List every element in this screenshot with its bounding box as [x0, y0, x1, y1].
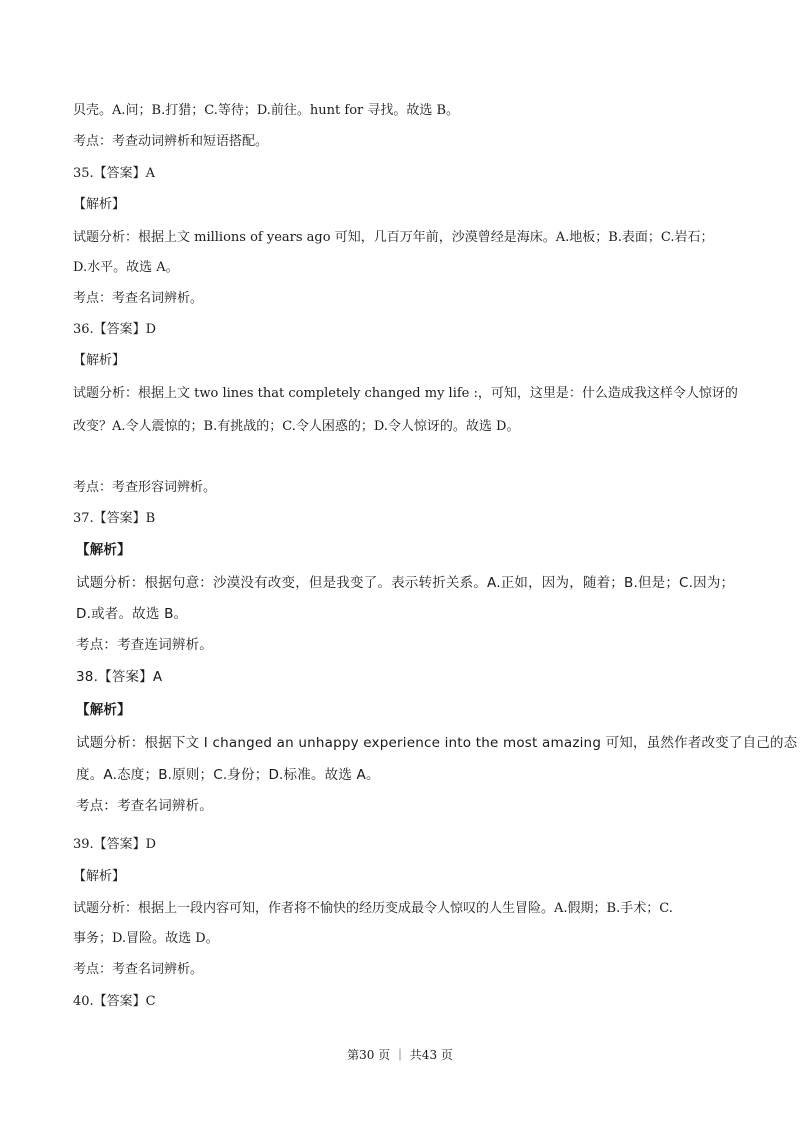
analysis-heading: 【解析】 — [73, 869, 126, 884]
analysis-heading: 【解析】 — [73, 353, 126, 368]
text-line: 度。A.态度；B.原则；C.身份；D.标准。故选 A。 — [76, 767, 380, 783]
answer-heading: 39.【答案】D — [73, 837, 157, 852]
text-line: 考点：考查连词辨析。 — [76, 637, 213, 653]
text-line: 贝壳。A.问；B.打猎；C.等待；D.前往。hunt for 寻找。故选 B。 — [73, 103, 460, 118]
answer-heading: 38.【答案】A — [76, 669, 163, 685]
answer-heading: 40.【答案】C — [73, 994, 156, 1009]
text-line: 试题分析：根据下文 I changed an unhappy experience into the most amazing 可知，虽然作者改变了自己的态 — [76, 735, 798, 751]
text-line: 考点：考查形容词辨析。 — [73, 480, 217, 495]
text-line: 试题分析：根据上文 two lines that completely changed my life :，可知，这里是：什么造成我这样令人惊讶的 — [73, 386, 738, 401]
answer-heading: 35.【答案】A — [73, 166, 156, 181]
text-line: 试题分析：根据上一段内容可知，作者将不愉快的经历变成最令人惊叹的人生冒险。A.假期；B.手术；C. — [73, 901, 673, 916]
page-footer: 第30 页 ｜ 共43 页 — [347, 1048, 453, 1062]
text-line: 事务；D.冒险。故选 D。 — [73, 931, 219, 946]
text-line: 考点：考查动词辨析和短语搭配。 — [73, 134, 269, 149]
text-line: D.水平。故选 A。 — [73, 260, 179, 275]
text-line: 改变？A.令人震惊的；B.有挑战的；C.令人困惑的；D.令人惊讶的。故选 D。 — [73, 419, 520, 434]
text-line: 试题分析：根据句意：沙漠没有改变，但是我变了。表示转折关系。A.正如，因为，随着；B.但是；C.因为； — [76, 575, 735, 591]
text-line: 考点：考查名词辨析。 — [73, 962, 204, 977]
analysis-heading: 【解析】 — [76, 542, 131, 558]
analysis-heading: 【解析】 — [76, 702, 131, 718]
text-line: 考点：考查名词辨析。 — [76, 798, 213, 814]
text-line: 试题分析：根据上文 millions of years ago 可知，几百万年前，沙漠曾经是海床。A.地板；B.表面；C.岩石； — [73, 230, 714, 245]
answer-heading: 37.【答案】B — [73, 511, 156, 526]
text-line: D.或者。故选 B。 — [76, 606, 188, 622]
analysis-heading: 【解析】 — [73, 197, 126, 212]
answer-heading: 36.【答案】D — [73, 322, 157, 337]
text-line: 考点：考查名词辨析。 — [73, 291, 204, 306]
